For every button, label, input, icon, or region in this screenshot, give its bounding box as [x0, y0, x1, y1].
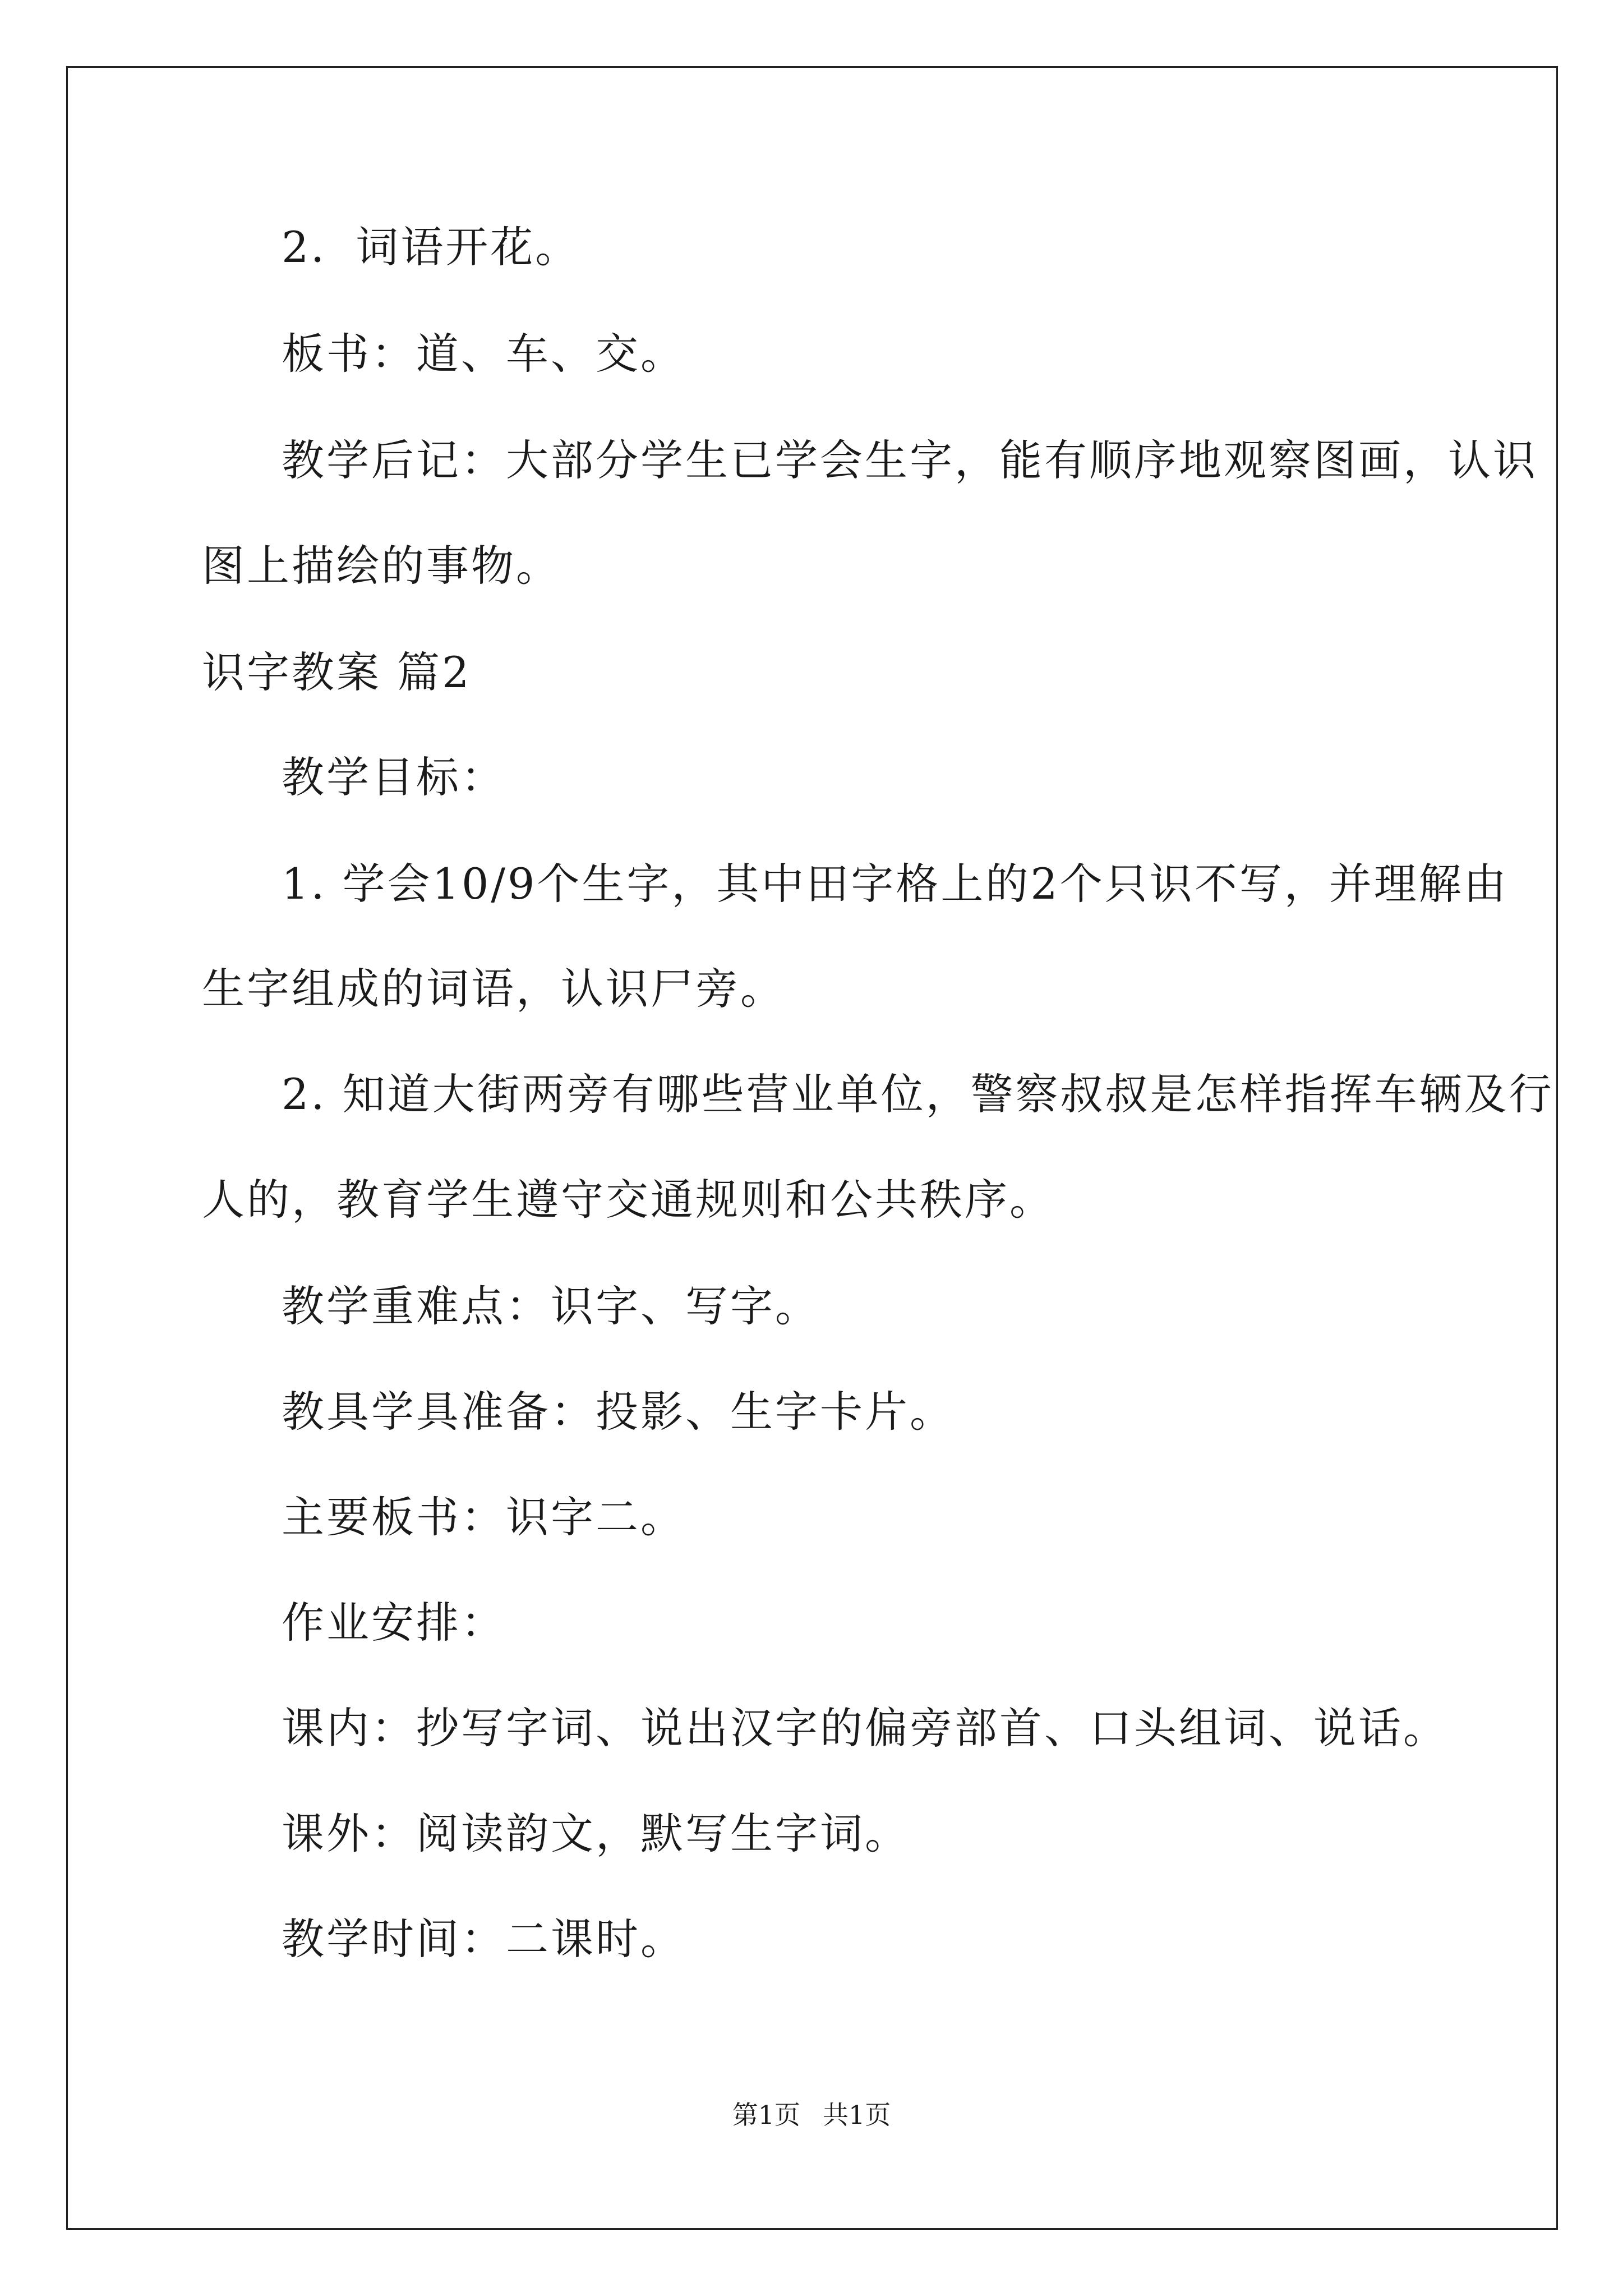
- paragraph-materials: 教具学具准备：投影、生字卡片。: [282, 1387, 955, 1437]
- paragraph-goals-label: 教学目标：: [282, 752, 506, 802]
- paragraph-homework-after-class: 课外：阅读韵文，默写生字词。: [282, 1809, 910, 1858]
- paragraph-homework-in-class: 课内：抄写字词、说出汉字的偏旁部首、口头组词、说话。: [282, 1703, 1448, 1753]
- section-heading: 识字教案 篇2: [202, 647, 472, 697]
- paragraph-goal-1-cont: 生字组成的词语，认识尸旁。: [202, 964, 785, 1014]
- paragraph-teaching-notes: 教学后记：大部分学生已学会生字，能有顺序地观察图画，认识: [282, 435, 1538, 485]
- page-current-number: 第1页: [732, 2100, 800, 2130]
- paragraph-goal-1: 1. 学会10/9个生字，其中田字格上的2个只识不写，并理解由: [282, 859, 1509, 909]
- page-total-count: 共1页: [823, 2100, 891, 2130]
- page-border: [66, 66, 1558, 2230]
- paragraph-homework-label: 作业安排：: [282, 1598, 506, 1648]
- paragraph-key-points: 教学重难点：识字、写字。: [282, 1281, 820, 1331]
- paragraph-main-board: 主要板书：识字二。: [282, 1492, 685, 1542]
- paragraph-teaching-time: 教学时间：二课时。: [282, 1914, 685, 1964]
- paragraph-goal-2-cont: 人的，教育学生遵守交通规则和公共秩序。: [202, 1175, 1054, 1225]
- paragraph-board-writing: 板书：道、车、交。: [282, 329, 685, 379]
- page-footer: [0, 2098, 1623, 2132]
- paragraph-goal-2: 2. 知道大街两旁有哪些营业单位，警察叔叔是怎样指挥车辆及行: [282, 1069, 1554, 1119]
- paragraph-teaching-notes-cont: 图上描绘的事物。: [202, 541, 561, 591]
- paragraph-word-bloom: 2．词语开花。: [282, 222, 580, 272]
